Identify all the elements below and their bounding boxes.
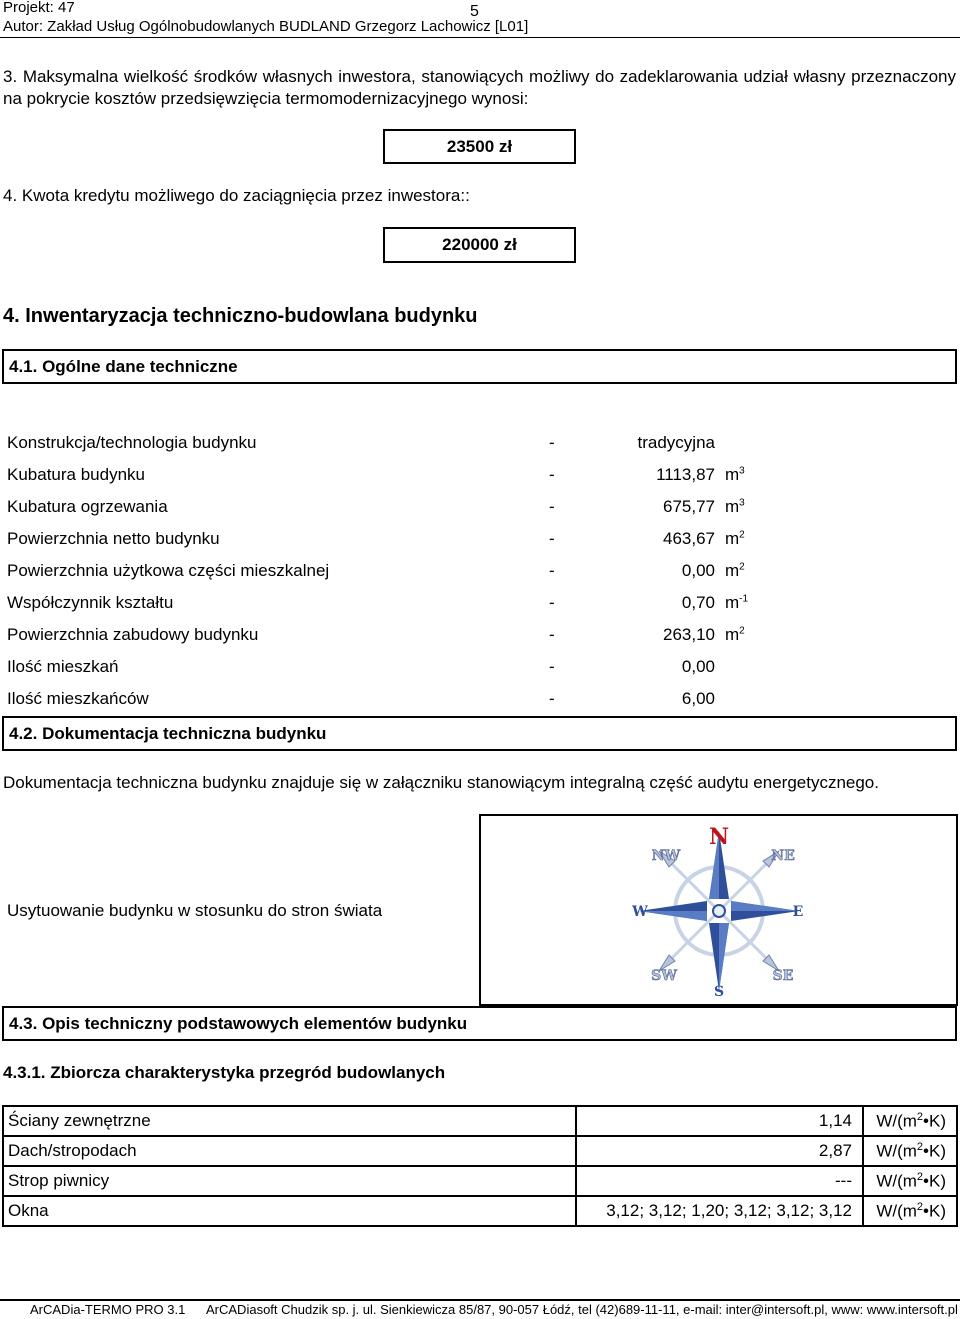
row-dash: - [549,625,555,644]
unit-tail: K) [929,1141,946,1161]
technical-data-row [7,625,767,651]
unit-base: m [725,561,740,580]
unit-exponent: 2 [916,1140,924,1153]
partition-unit: $W/(m^2•K)$ [863,1166,957,1196]
footer-company: ArCADiasoft Chudzik sp. j. ul. Sienkiewicza 85/87, 90-057 Łódź, tel (42)689-11-11, e-mail: inter@intersoft.pl, www: www.intersoft.pl [206,1302,958,1317]
row-value: 463,67 [663,529,715,548]
partition-unit: $W/(m^2•K)$ [863,1196,957,1226]
section-4-3-1-title: 4.3.1. Zbiorcza charakterystyka przegród budowlanych [3,1063,446,1082]
row-dash: - [549,561,555,580]
footer-rule [0,1299,960,1301]
row-unit [725,625,745,645]
row-unit [725,593,748,613]
compass-nw-label: NW [651,848,681,864]
unit-exponent: -1 [739,593,749,605]
compass-s-label: S [713,984,725,1000]
partitions-table [2,1105,958,1227]
row-value: 1113,87 [656,465,715,484]
row-dash: - [549,657,555,676]
row-label: Konstrukcja/technologia budynku [7,433,257,452]
partition-u-value: 3,12; 3,12; 1,20; 3,12; 3,12; 3,12 [576,1196,863,1226]
unit-tail: K) [929,1171,946,1191]
row-dash: - [549,433,555,452]
footer-software: ArCADia-TERMO PRO 3.1 [30,1302,186,1317]
technical-data-row [7,433,767,459]
own-funds-value-box: 23500 zł [383,129,576,164]
unit-base: m [725,529,740,548]
row-value: tradycyjna [637,433,715,452]
unit-base: m [725,497,740,516]
row-value: 6,00 [681,689,715,708]
unit-base: m [725,625,740,644]
orientation-label: Usytuowanie budynku w stosunku do stron świata [7,901,383,920]
row-unit [725,529,745,549]
row-value: 263,10 [663,625,715,644]
section-4-1-heading: 4.1. Ogólne dane techniczne [2,349,957,384]
table-row [3,1196,957,1226]
partition-name: Ściany zewnętrzne [3,1106,576,1136]
unit-exponent: 2 [739,561,745,573]
unit-exponent: 2 [739,625,745,637]
compass-ne-label: NE [771,848,795,864]
partition-u-value: 2,87 [576,1136,863,1166]
technical-data-row [7,689,767,715]
compass-n-label: N [708,824,730,850]
own-funds-text: 3. Maksymalna wielkość środków własnych inwestora, stanowiących możliwy do zadeklarowania udział własny przeznaczony na pokrycie kosztów przedsięwzięcia termomodernizacyjnego wynosi: [3,67,956,108]
row-value: 0,70 [681,593,715,612]
header-rule [0,37,960,38]
technical-data-row [7,657,767,683]
partition-name: Dach/stropodach [3,1136,576,1166]
unit-exponent: 3 [739,497,745,509]
technical-data-row [7,497,767,523]
unit-tail: K) [929,1201,946,1221]
credit-value-box: 220000 zł [383,227,576,263]
credit-text: 4. Kwota kredytu możliwego do zaciągnięcia przez inwestora:: [3,186,470,205]
technical-data-row [7,465,767,491]
compass-sw-label: SW [651,968,677,984]
documentation-text: Dokumentacja techniczna budynku znajduje się w załączniku stanowiącym integralną część audytu energetycznego. [3,773,879,792]
technical-data-row [7,593,767,619]
partition-name: Strop piwnicy [3,1166,576,1196]
compass-w-label: W [632,904,648,920]
unit-exponent: 3 [739,465,745,477]
partition-u-value: 1,14 [576,1106,863,1136]
row-label: Powierzchnia zabudowy budynku [7,625,259,644]
unit-base: m [725,593,740,612]
row-value: 0,00 [681,657,715,676]
row-label: Kubatura ogrzewania [7,497,168,516]
table-row [3,1166,957,1196]
row-dash: - [549,497,555,516]
row-label: Powierzchnia użytkowa części mieszkalnej [7,561,330,580]
page-number: 5 [470,3,479,20]
row-label: Ilość mieszkań [7,657,119,676]
unit-exponent: 2 [916,1170,924,1183]
unit-exponent: 2 [916,1200,924,1213]
table-row [3,1136,957,1166]
partition-name: Okna [3,1196,576,1226]
row-dash: - [549,689,555,708]
technical-data-row [7,561,767,587]
compass-e-label: E [792,904,804,920]
row-dash: - [549,593,555,612]
row-dash: - [549,529,555,548]
unit-base: W/(m [876,1141,917,1161]
section-4-title: 4. Inwentaryzacja techniczno-budowlana budynku [3,305,478,327]
row-label: Ilość mieszkańców [7,689,149,708]
project-label: Projekt: 47 [3,0,75,16]
unit-base: m [725,465,740,484]
compass-rose-icon [481,816,956,1004]
row-value: 675,77 [663,497,715,516]
partition-unit: $W/(m^2•K)$ [863,1106,957,1136]
row-dash: - [549,465,555,484]
row-value: 0,00 [681,561,715,580]
unit-exponent: 2 [739,529,745,541]
row-unit [725,465,745,485]
table-row [3,1106,957,1136]
row-label: Powierzchnia netto budynku [7,529,220,548]
author-label: Autor: Zakład Usług Ogólnobudowlanych BUDLAND Grzegorz Lachowicz [L01] [3,18,529,35]
unit-base: W/(m [876,1201,917,1221]
technical-data-row [7,529,767,555]
row-unit [725,497,745,517]
unit-base: W/(m [876,1171,917,1191]
compass-se-label: SE [772,968,794,984]
partition-unit: $W/(m^2•K)$ [863,1136,957,1166]
section-4-2-heading: 4.2. Dokumentacja techniczna budynku [2,716,957,751]
section-4-3-heading: 4.3. Opis techniczny podstawowych elementów budynku [2,1006,957,1041]
row-unit [725,561,745,581]
row-label: Współczynnik kształtu [7,593,174,612]
partition-u-value: --- [576,1166,863,1196]
compass-frame [479,814,958,1006]
unit-base: W/(m [876,1111,917,1131]
unit-exponent: 2 [916,1110,924,1123]
row-label: Kubatura budynku [7,465,145,484]
unit-tail: K) [929,1111,946,1131]
